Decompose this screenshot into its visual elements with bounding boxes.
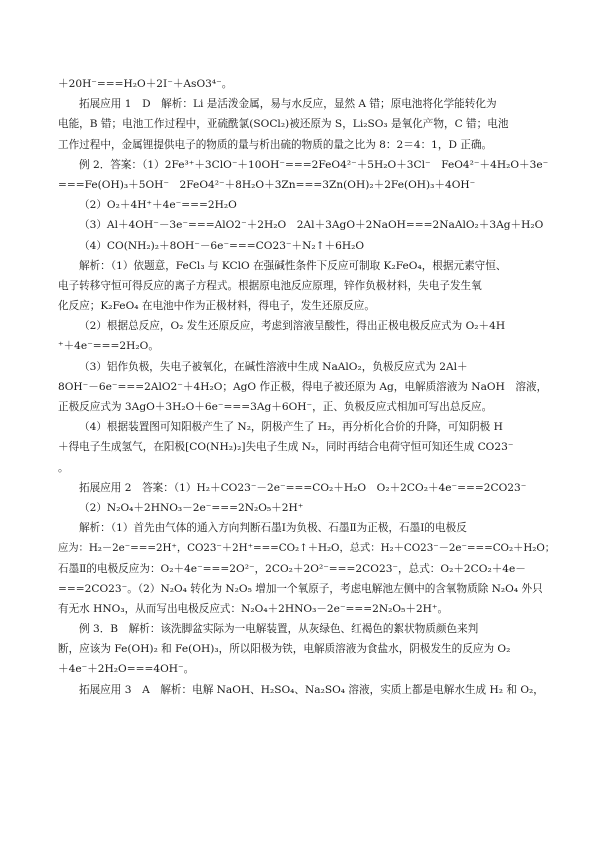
text-line: 有无水 HNO₃，从而写出电极反应式：N₂O₄＋2HNO₃－2e⁻===2N₂O₅＋2H⁺。 [58, 602, 449, 615]
text-line: ＋4e⁻＋2H₂O===4OH⁻。 [58, 663, 195, 676]
text-line: ＋20H⁻===H₂O＋2I⁻＋AsO3⁴⁻。 [58, 78, 233, 90]
text-line: ⁺＋4e⁻===2H₂O。 [58, 340, 159, 353]
text-line: （3）铝作负极，失电子被氧化，在碱性溶液中生成 NaAlO₂，负极反应式为 2Al＋ [79, 360, 468, 373]
text-line: （4）CO(NH₂)₂＋8OH⁻－6e⁻===CO23⁻＋N₂↑＋6H₂O [79, 239, 365, 252]
text-line: 拓展应用 1 D 解析：Li 是活泼金属，易与水反应，显然 A 错；原电池将化学能转化为 [79, 98, 497, 111]
text-line: 电子转移守恒可得反应的离子方程式。根据原电池反应原理，锌作负极材料，失电子发生氧 [58, 279, 482, 292]
text-line: （2）N₂O₄＋2HNO₃－2e⁻===2N₂O₅＋2H⁺ [79, 501, 304, 514]
text-line: 8OH⁻－6e⁻===2AlO2⁻＋4H₂O；AgO 作正极，得电子被还原为 Ag，电解质溶液为 NaOH 溶液， [58, 380, 548, 393]
text-line: （2）O₂＋4H⁺＋4e⁻===2H₂O [79, 199, 237, 212]
text-line: ===2CO23⁻。（2）N₂O₄ 转化为 N₂O₅ 增加一个氧原子，考虑电解池左侧中的含氧物质除 N₂O₄ 外只 [58, 582, 543, 595]
text-line: 例 2．答案：（1）2Fe³⁺＋3ClO⁻＋10OH⁻===2FeO4²⁻＋5H₂O＋3Cl⁻ FeO4²⁻＋4H₂O＋3e⁻ [79, 158, 549, 171]
text-line: 解析：（1）首先由气体的通入方向判断石墨Ⅰ为负极、石墨Ⅱ为正极，石墨Ⅰ的电极反 [79, 522, 467, 535]
text-line: （2）根据总反应，O₂ 发生还原反应，考虑到溶液呈酸性，得出正极电极反应式为 O₂＋4H [79, 320, 506, 333]
text-line: 。 [58, 461, 69, 474]
text-line: 解析：（1）依题意，FeCl₃ 与 KClO 在强碱性条件下反应可制取 K₂FeO₄，根据元素守恒、 [79, 259, 507, 272]
text-line: ＋得电子生成氢气，在阳极[CO(NH₂)₂]失电子生成 N₂，同时再结合电荷守恒可知还生成 CO23⁻ [58, 441, 514, 454]
text-line: 电能，B 错；电池工作过程中，亚硫酰氯(SOCl₂)被还原为 S，Li₂SO₃ 是氧化产物，C 错；电池 [58, 118, 509, 131]
text-line: （4）根据装置图可知阳极产生了 N₂，阴极产生了 H₂，再分析化合价的升降，可知阴极 H [79, 421, 503, 434]
text-line: 石墨Ⅱ的电极反应为：O₂＋4e⁻===2O²⁻，2CO₂＋2O²⁻===2CO23⁻，总式：O₂＋2CO₂＋4e－ [58, 562, 526, 575]
text-line: ===Fe(OH)₃＋5OH⁻ 2FeO4²⁻＋8H₂O＋3Zn===3Zn(OH)₂＋2Fe(OH)₃＋4OH⁻ [58, 178, 476, 191]
text-line: 正极反应式为 3AgO＋3H₂O＋6e⁻===3Ag＋6OH⁻，正、负极反应式相加可写出总反应。 [58, 401, 493, 413]
text-line: 化反应；K₂FeO₄ 在电池中作为正极材料，得电子，发生还原反应。 [58, 300, 375, 313]
text-line: 应为：H₂－2e⁻===2H⁺，CO23⁻＋2H⁺===CO₂↑＋H₂O，总式：H₂＋CO23⁻－2e⁻===CO₂＋H₂O； [58, 542, 556, 555]
text-line: 例 3．B 解析：该洗脚盆实际为一电解装置，从灰绿色、红褐色的絮状物质颜色来判 [79, 623, 479, 636]
text-line: 工作过程中，金属锂提供电子的物质的量与析出硫的物质的量之比为 8：2＝4：1，D 正确。 [58, 138, 493, 151]
text-line: 拓展应用 2 答案：（1）H₂＋CO23⁻－2e⁻===CO₂＋H₂O O₂＋2CO₂＋4e⁻===2CO23⁻ [79, 481, 527, 494]
answer-document [58, 74, 558, 700]
text-line: 拓展应用 3 A 解析：电解 NaOH、H₂SO₄、Na₂SO₄ 溶液，实质上都是电解水生成 H₂ 和 O₂， [79, 683, 544, 696]
text-line: 断，应该为 Fe(OH)₂ 和 Fe(OH)₃，所以阳极为铁，电解质溶液为食盐水，阴极发生的反应为 O₂ [58, 643, 511, 656]
text-line: （3）Al＋4OH⁻－3e⁻===AlO2⁻＋2H₂O 2Al＋3AgO＋2NaOH===2NaAlO₂＋3Ag＋H₂O [79, 219, 544, 232]
